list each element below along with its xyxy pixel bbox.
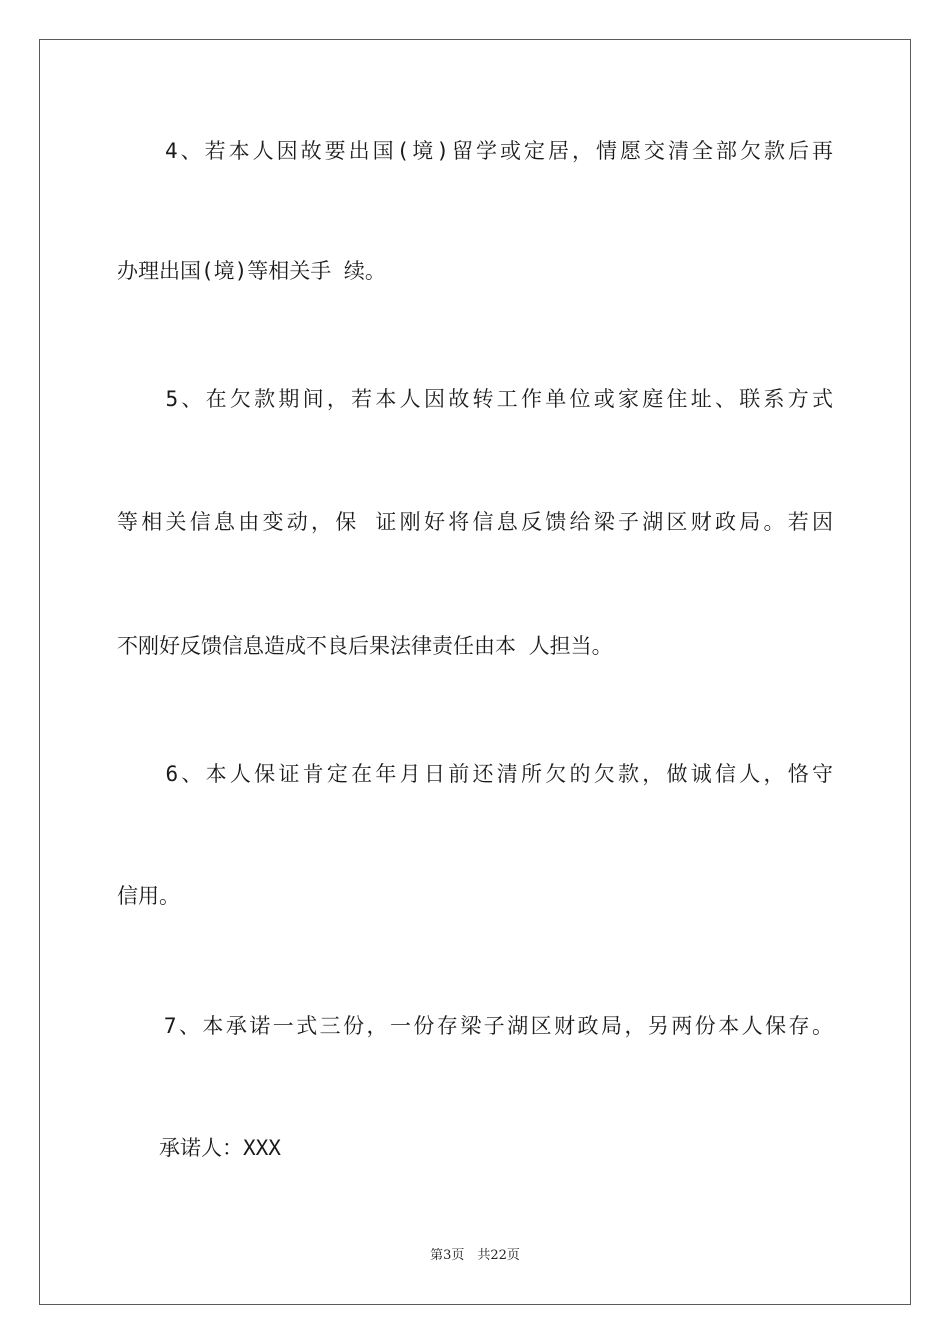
paragraph-4-line-2: 办理出国(境)等相关手 续。 [117,259,386,283]
paragraph-5-line-3: 不刚好反馈信息造成不良后果法律责任由本 人担当。 [117,634,613,658]
paragraph-6-line-2: 信用。 [117,884,180,908]
page-number-footer: 第3页 共22页 [430,1248,520,1263]
signatory-line: 承诺人：XXX [117,1136,281,1160]
paragraph-4-line-1: 4、若本人因故要出国(境)留学或定居，情愿交清全部欠款后再 [117,139,833,163]
paragraph-5-line-1: 5、在欠款期间，若本人因故转工作单位或家庭住址、联系方式 [117,387,833,411]
paragraph-6-line-1: 6、本人保证肯定在年月日前还清所欠的欠款，做诚信人，恪守 [117,762,833,786]
page-border [39,39,911,1305]
paragraph-5-line-2: 等相关信息由变动，保 证刚好将信息反馈给梁子湖区财政局。若因 [117,510,833,534]
paragraph-7-line-1: 7、本承诺一式三份，一份存梁子湖区财政局，另两份本人保存。 [117,1014,833,1038]
